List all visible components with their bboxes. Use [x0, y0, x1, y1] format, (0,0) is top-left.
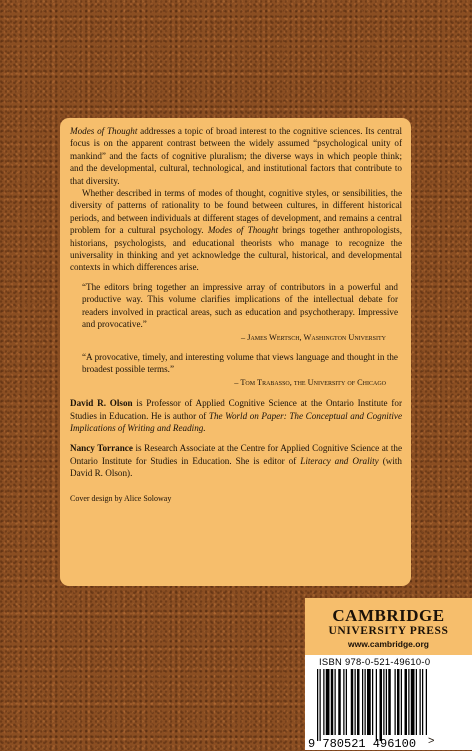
barcode-bar [405, 669, 408, 735]
barcode-bar [376, 669, 377, 741]
barcode-bar [331, 669, 334, 735]
barcode-bar [326, 669, 330, 735]
publisher-name: CAMBRIDGE [332, 606, 445, 625]
editor-name: Nancy Torrance [70, 443, 133, 454]
barcode-bar [362, 669, 363, 735]
book-title: The World on Paper: The Conceptual and Cognitive Implications of Writing and Reading. [70, 410, 402, 433]
description-text: Whether described in terms of modes of thought, cognitive styles, or sensibilities, the diversity of patterns of rationality to be found between cultures, in different historical periods, and between individuals at different stages of development, and remains a central problem for a cultural psychology. [70, 188, 402, 236]
barcode-bar [383, 669, 384, 735]
barcode-bar [411, 669, 415, 735]
barcode-bar [367, 669, 371, 735]
ean-addon-mark: > [428, 735, 435, 747]
barcode-bar [420, 669, 421, 735]
description-text: brings together anthropologists, historians, psychologists, and educational theorists who manage to recognize the universality in thinking and yet acknowledge the cultural, historical, and developmental contexts in which differences arise. [70, 225, 402, 273]
barcode-bar [346, 669, 347, 735]
quote-text: “A provocative, timely, and interesting volume that views language and thought in the broadest possible terms.” [82, 351, 398, 375]
endorsement-quote [82, 351, 402, 389]
book-title: Modes of Thought [70, 126, 138, 136]
barcode-bar [338, 669, 341, 735]
barcode-bar [408, 669, 409, 735]
editor-bio-torrance: Nancy Torrance is Research Associate at the Centre for Applied Cognitive Science at the Ontario Institute for Studies in Education. She is editor of Literacy and Orality (with David R. Olson). [70, 443, 402, 479]
quote-attribution: – Tom Trabasso, the University of Chicago [234, 377, 386, 387]
description-paragraph-1 [70, 125, 402, 187]
quote-text: “The editors bring together an impressive array of contributors in a powerful and productive way. This volume clarifies implications of the intellectual debate for readers involved in practical areas, such as education and psychotherapy. Impressive and provocative.” [82, 281, 398, 330]
barcode-bar [401, 669, 402, 735]
publisher-press: UNIVERSITY PRESS [328, 625, 449, 637]
publisher-url: www.cambridge.org [348, 639, 429, 649]
barcode-bar [416, 669, 417, 735]
barcode-bar [426, 669, 427, 735]
back-cover-panel [60, 118, 411, 586]
barcode-bar [422, 669, 423, 735]
book-title: Literacy and Orality [300, 455, 379, 466]
barcode-bar [343, 669, 344, 735]
editor-bio-olson: David R. Olson is Professor of Applied Cognitive Science at the Ontario Institute for Studies in Education. He is author of The World on Paper: The Conceptual and Cognitive Implications of Writing and Reading. [70, 398, 402, 433]
description-paragraph-2 [70, 187, 402, 274]
publisher-block [305, 598, 472, 750]
barcode-bar [320, 669, 321, 741]
barcode-bar [317, 669, 318, 741]
description-text: addresses a topic of broad interest to the cognitive sciences. Its central focus is on the apparent contrast between the widely assumed “psychological unity of mankind” and the facts of cognitive pluralism; the diverse ways in which people think; and the developmental, cultural, technological, and institutional factors that contribute to that diversity. [70, 126, 402, 186]
barcode-bar [372, 669, 373, 735]
barcode-bar [380, 669, 383, 741]
editor-name: David R. Olson [70, 398, 133, 409]
ean-digits: 9 780521 496100 [308, 737, 417, 751]
barcode-bar [388, 669, 391, 735]
barcode-icon [317, 669, 427, 741]
barcode-bar [351, 669, 354, 735]
quote-attribution: – James Wertsch, Washington University [241, 332, 386, 342]
barcode-bar [395, 669, 396, 735]
book-title: Modes of Thought [207, 225, 279, 236]
barcode-bar [397, 669, 400, 735]
isbn-label: ISBN 978-0-521-49610-0 [319, 656, 431, 667]
barcode-bar [355, 669, 356, 735]
barcode-box [305, 655, 472, 750]
barcode-bar [323, 669, 324, 735]
barcode-bar [365, 669, 366, 735]
barcode-bar [386, 669, 387, 735]
barcode-bar [357, 669, 360, 735]
cover-design-credit: Cover design by Alice Soloway [70, 493, 172, 503]
endorsement-quote [82, 281, 402, 344]
barcode-bar [335, 669, 336, 735]
